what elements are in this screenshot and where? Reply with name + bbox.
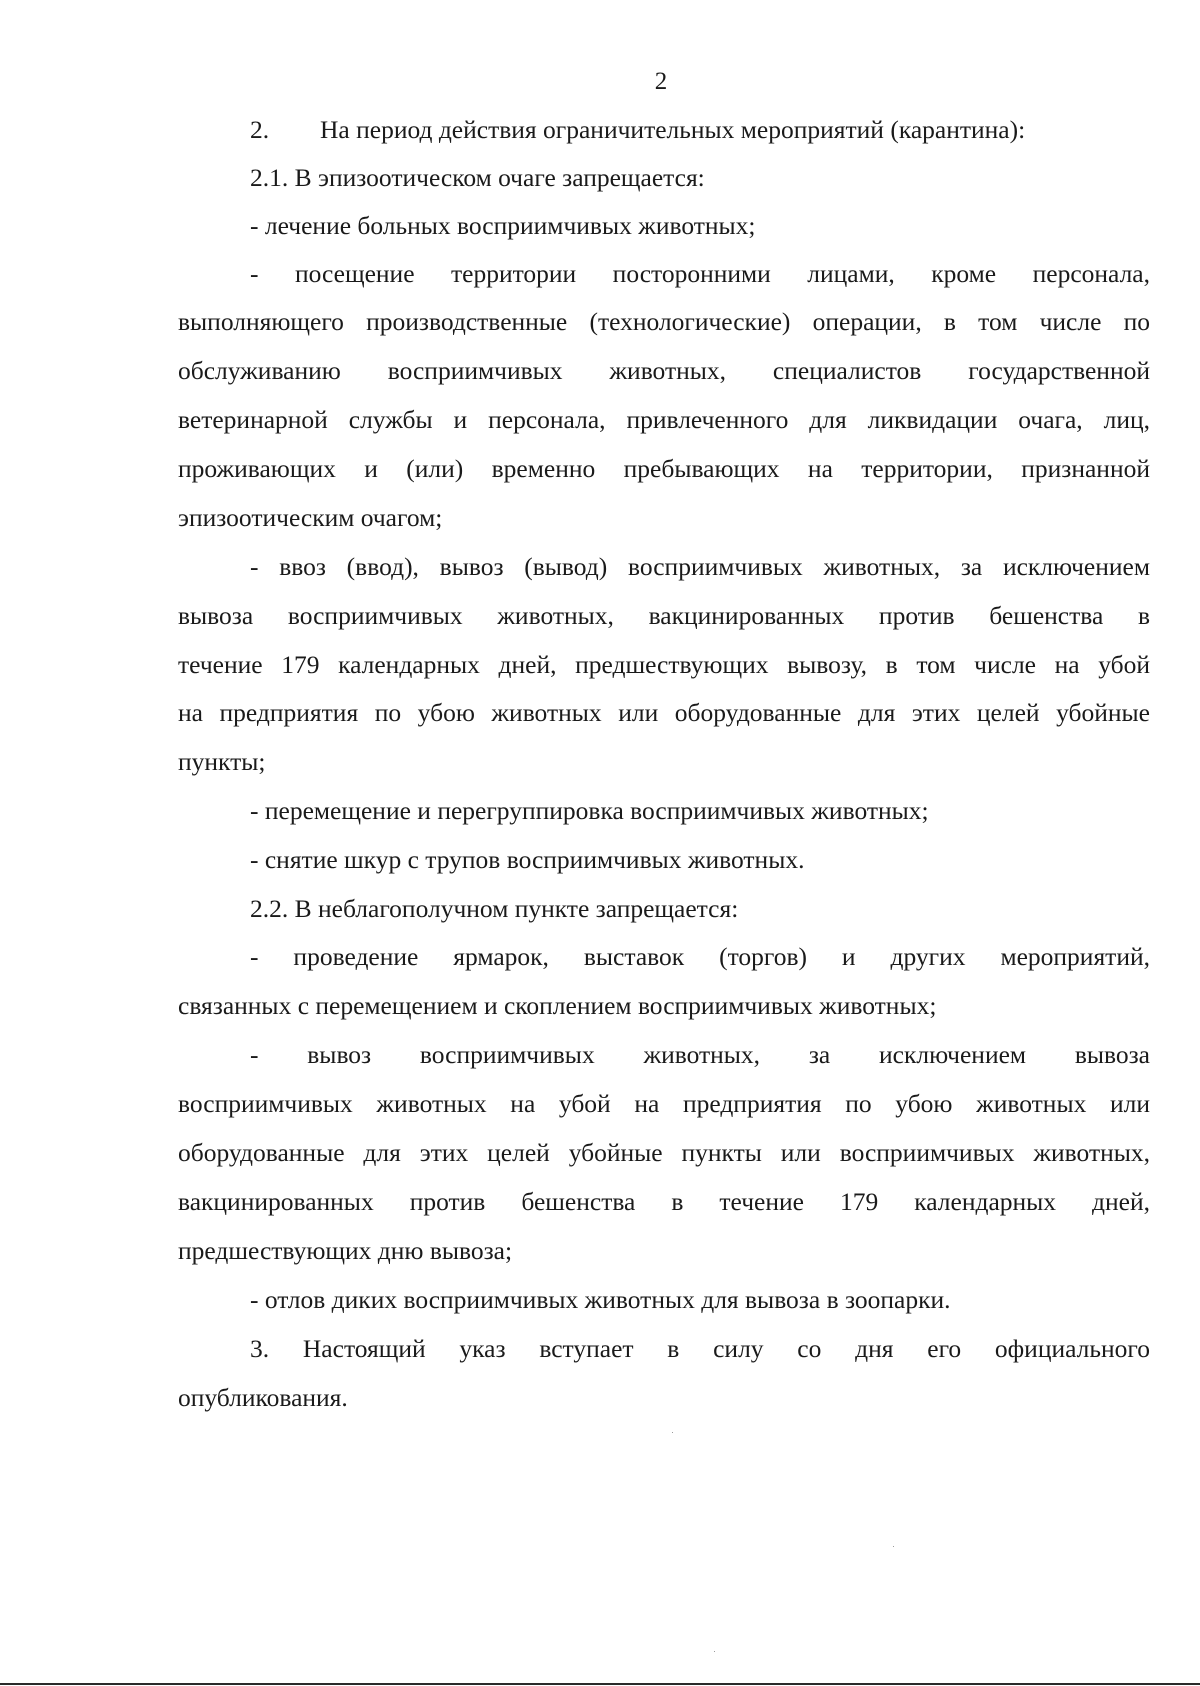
page-number: 2 — [654, 68, 668, 95]
list-item-import-export-line-1: - ввоз (ввод), вывоз (вывод) восприимчивых животных, за исключением — [250, 552, 1150, 581]
list-item-removal-line-4: вакцинированных против бешенства в течение 179 календарных дней, — [178, 1187, 1150, 1216]
list-item-import-export-line-2: вывоза восприимчивых животных, вакцинированных против бешенства в — [178, 601, 1150, 630]
subsection-2-1-heading: 2.1. В эпизоотическом очаге запрещается: — [250, 163, 705, 192]
scan-speck — [714, 1651, 715, 1652]
section-2-number: 2. — [250, 115, 270, 144]
list-item-visiting-line-6: эпизоотическим очагом; — [178, 503, 443, 532]
list-item-removal-line-3: оборудованные для этих целей убойные пункты или восприимчивых животных, — [178, 1138, 1150, 1167]
section-2-text: На период действия ограничительных мероприятий (карантина): — [320, 115, 1026, 144]
list-item-visiting-line-4: ветеринарной службы и персонала, привлеченного для ликвидации очага, лиц, — [178, 405, 1150, 434]
list-item-import-export-line-4: на предприятия по убою животных или оборудованные для этих целей убойные — [178, 698, 1150, 727]
list-item-removal-line-2: восприимчивых животных на убой на предприятия по убою животных или — [178, 1089, 1150, 1118]
list-item-visiting-line-2: выполняющего производственные (технологические) операции, в том числе по — [178, 307, 1150, 336]
section-3-line-1: 3. Настоящий указ вступает в силу со дня его официального — [250, 1334, 1150, 1363]
list-item-import-export-line-5: пункты; — [178, 747, 266, 776]
list-item-removal-line-5: предшествующих дню вывоза; — [178, 1236, 513, 1265]
scan-speck — [893, 1546, 894, 1547]
section-3-line-2: опубликования. — [178, 1383, 348, 1412]
section-2-heading — [250, 114, 1150, 146]
list-item-import-export-line-3: течение 179 календарных дней, предшествующих вывозу, в том числе на убой — [178, 650, 1150, 679]
scan-speck — [672, 1432, 673, 1433]
list-item-visiting-line-5: проживающих и (или) временно пребывающих на территории, признанной — [178, 454, 1150, 483]
subsection-2-2-heading: 2.2. В неблагополучном пункте запрещается: — [250, 894, 739, 923]
list-item-treatment: - лечение больных восприимчивых животных; — [250, 211, 756, 240]
page-bottom-edge — [0, 1683, 1200, 1685]
list-item-regrouping: - перемещение и перегруппировка восприимчивых животных; — [250, 796, 929, 825]
list-item-removal-line-1: - вывоз восприимчивых животных, за исключением вывоза — [250, 1040, 1150, 1069]
list-item-skinning: - снятие шкур с трупов восприимчивых животных. — [250, 845, 805, 874]
list-item-trapping: - отлов диких восприимчивых животных для вывоза в зоопарки. — [250, 1285, 951, 1314]
list-item-visiting-line-1: - посещение территории посторонними лицами, кроме персонала, — [250, 259, 1150, 288]
list-item-fairs-line-1: - проведение ярмарок, выставок (торгов) и других мероприятий, — [250, 942, 1150, 971]
list-item-visiting-line-3: обслуживанию восприимчивых животных, специалистов государственной — [178, 356, 1150, 385]
list-item-fairs-line-2: связанных с перемещением и скоплением восприимчивых животных; — [178, 991, 937, 1020]
